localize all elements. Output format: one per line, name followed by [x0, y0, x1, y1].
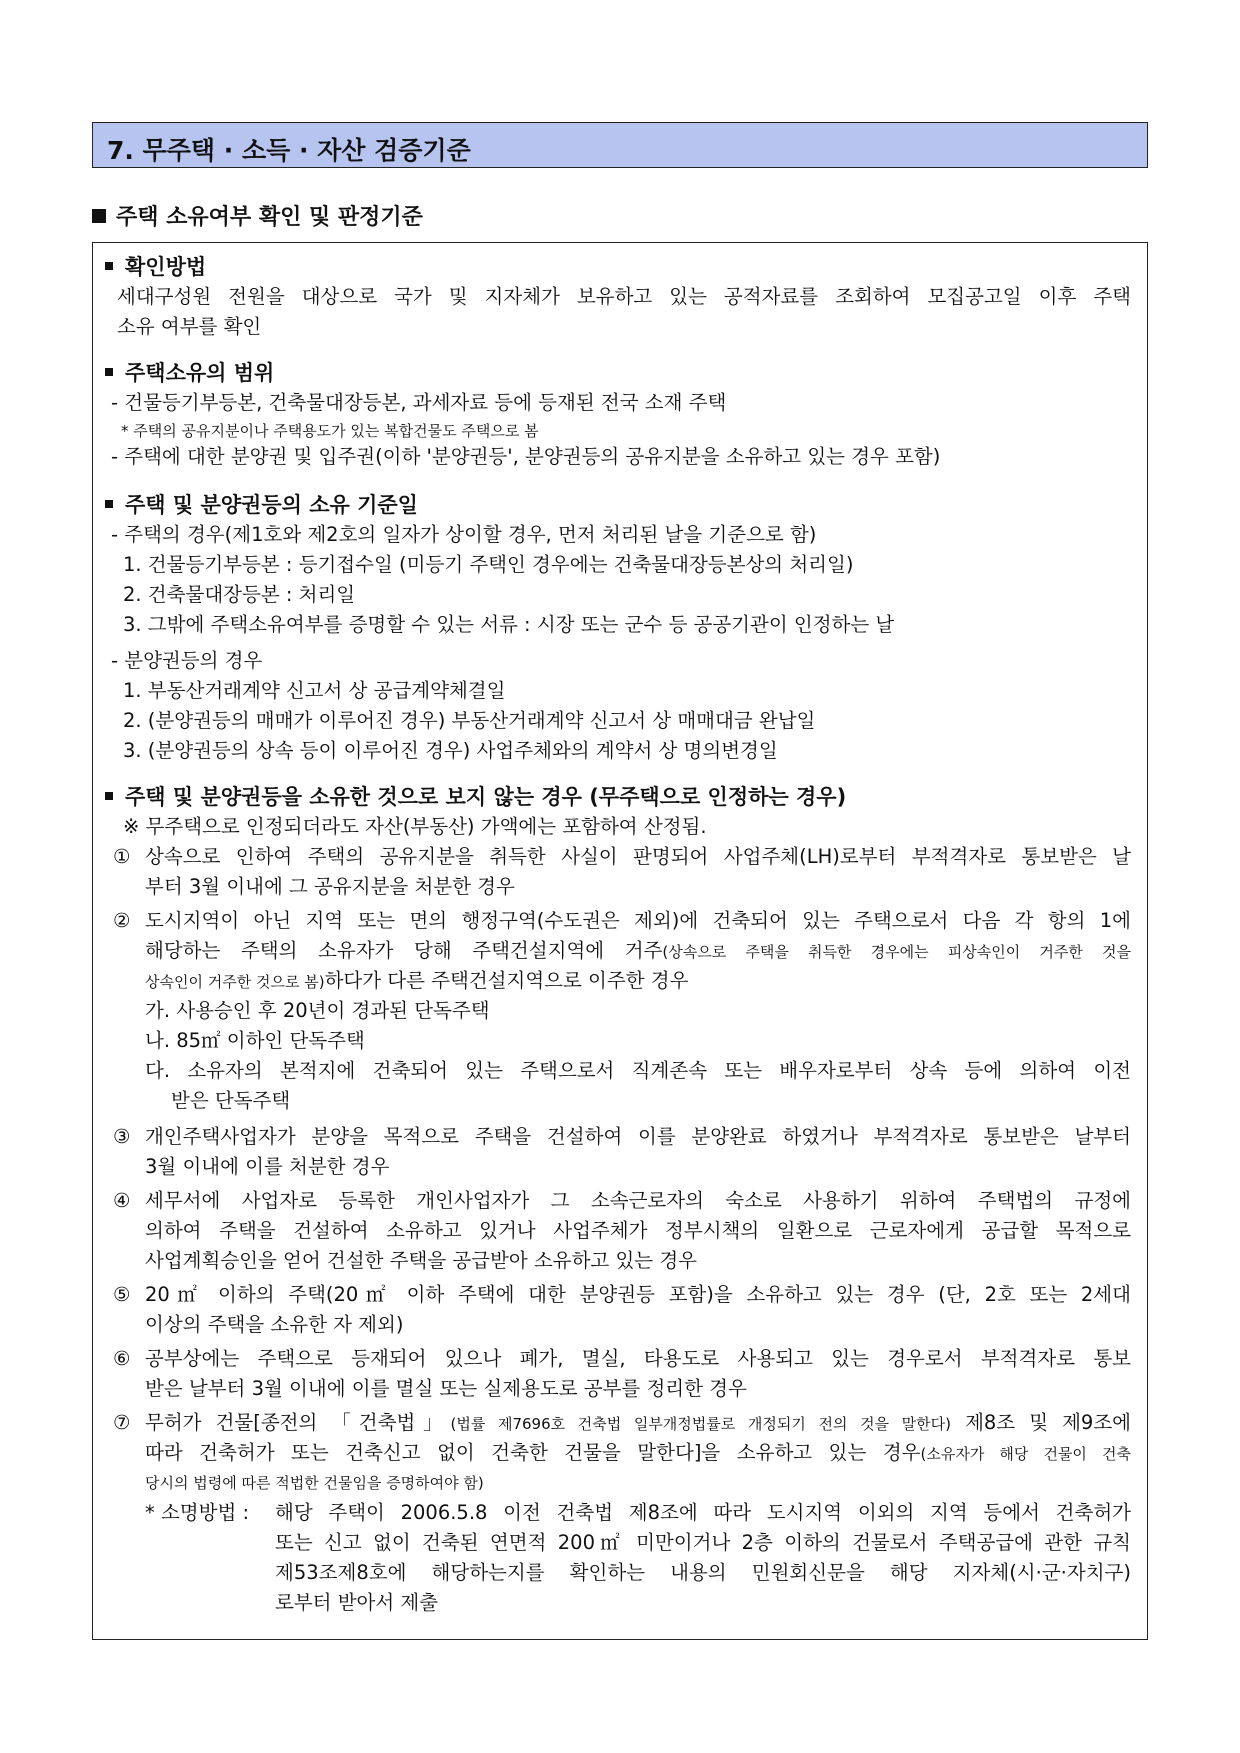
item7-proof-4: 로부터 받아서 제출: [275, 1591, 439, 1614]
s3-h1: [123, 551, 853, 579]
item4-line3: 사업계획승인을 얻어 건설한 주택을 공급받아 소유하고 있는 경우: [145, 1249, 697, 1272]
s1-title: 확인방법: [125, 255, 207, 279]
item2-ga: 가. 사용승인 후 20년이 경과된 단독주택: [145, 999, 490, 1022]
s3-h1-note: (미등기 주택인 경우에는 건축물대장등본상의 처리일): [399, 553, 854, 576]
item4-num: ④: [113, 1189, 131, 1212]
s3-h3: 3. 그밖에 주택소유여부를 증명할 수 있는 서류 : 시장 또는 군수 등 공공기관이 인정하는 날: [123, 613, 895, 636]
subheading: [92, 200, 423, 231]
item4-line1: 세무서에 사업자로 등록한 개인사업자가 그 소속근로자의 숙소로 사용하기 위하여 주택법의 규정에: [145, 1189, 1131, 1212]
item7-proof-1: 해당 주택이 2006.5.8 이전 건축법 제8조에 따라 도시지역 이외의 지역 등에서 건축허가: [275, 1501, 1131, 1524]
item7-line1-main: 무허가 건물[종전의 「건축법」: [145, 1411, 451, 1434]
s4-title: 주택 및 분양권등을 소유한 것으로 보지 않는 경우 (무주택으로 인정하는 경우): [125, 785, 847, 809]
item7-line2-note: (소유자가 해당 건물이 건축: [920, 1445, 1131, 1463]
s2-item2-main: - 주택에 대한 분양권 및 입주권: [111, 445, 376, 468]
s2-item2-paren: (이하 '분양권등', 분양권등의 공유지분을 소유하고 있는 경우 포함): [375, 445, 941, 468]
item1-num: ①: [113, 845, 131, 868]
item2-na: 나. 85㎡ 이하인 단독주택: [145, 1029, 365, 1052]
item1-line2: 부터 3월 이내에 그 공유지분을 처분한 경우: [145, 875, 515, 898]
bullet-icon: [105, 262, 113, 270]
subheading-text: 주택 소유여부 확인 및 판정기준: [116, 205, 423, 230]
s3-house-note: (제1호와 제2호의 일자가 상이할 경우, 먼저 처리된 날을 기준으로 함): [224, 523, 817, 546]
item2-line3-note: 상속인이 거주한 것으로 봄): [145, 973, 325, 991]
s3-r1: 1. 부동산거래계약 신고서 상 공급계약체결일: [123, 679, 506, 702]
item5-line1: 20㎡ 이하의 주택(20㎡ 이하 주택에 대한 분양권등 포함)을 소유하고 있는 경우 (단, 2호 또는 2세대: [145, 1283, 1131, 1306]
s2-title: 주택소유의 범위: [125, 361, 275, 385]
item7-proof-3: 제53조제8호에 해당하는지를 확인하는 내용의 민원회신문을 해당 지자체(시·군·자치구): [275, 1561, 1131, 1584]
item6-line1: 공부상에는 주택으로 등재되어 있으나 폐가, 멸실, 타용도로 사용되고 있는 경우로서 부적격자로 통보: [145, 1347, 1131, 1370]
s4-note: ※ 무주택으로 인정되더라도 자산(부동산) 가액에는 포함하여 산정됨.: [123, 815, 707, 838]
item7-num: ⑦: [113, 1411, 131, 1434]
s2-note1: * 주택의 공유지분이나 주택용도가 있는 복합건물도 주택으로 봄: [121, 422, 539, 440]
s3-house: [111, 521, 816, 549]
bullet-icon: [105, 500, 113, 508]
square-bullet-icon: [92, 209, 106, 223]
section-header: [92, 122, 1148, 168]
item7-line1-end: 제8조 및 제9조에: [965, 1411, 1132, 1434]
item7-line2: [145, 1439, 1131, 1468]
s3-right: - 분양권등의 경우: [111, 649, 263, 672]
item2-line2-note: (상속으로 주택을 취득한 경우에는 피상속인이 거주한 것을: [662, 943, 1131, 961]
item7-line1: [145, 1409, 1131, 1438]
item7-line3: 당시의 법령에 따른 적법한 건물임을 증명하여야 함): [145, 1474, 484, 1492]
item7-proof-2: 또는 신고 없이 건축된 연면적 200㎡ 미만이거나 2층 이하의 건물로서 주택공급에 관한 규칙: [275, 1531, 1131, 1554]
s2-heading: [105, 359, 274, 387]
item3-line1: 개인주택사업자가 분양을 목적으로 주택을 건설하여 이를 분양완료 하였거나 부적격자로 통보받은 날부터: [145, 1125, 1131, 1148]
s3-r3: 3. (분양권등의 상속 등이 이루어진 경우) 사업주체와의 계약서 상 명의변경일: [123, 739, 778, 762]
s1-line2: 소유 여부를 확인: [117, 315, 262, 338]
s3-heading: [105, 491, 418, 519]
item4-line2: 의하여 주택을 건설하여 소유하고 있거나 사업주체가 정부시책의 일환으로 근로자에게 공급할 목적으로: [145, 1219, 1131, 1242]
section-title: 7. 무주택 · 소득 · 자산 검증기준: [107, 136, 471, 165]
item2-line3-main: 하다가 다른 주택건설지역으로 이주한 경우: [324, 969, 689, 992]
s3-h1-main: 1. 건물등기부등본 : 등기접수일: [123, 553, 393, 576]
item2-line1: 도시지역이 아닌 지역 또는 면의 행정구역(수도권은 제외)에 건축되어 있는 주택으로서 다음 각 항의 1에: [145, 909, 1131, 932]
item3-num: ③: [113, 1125, 131, 1148]
item7-line1-note: (법률 제7696호 건축법 일부개정법률로 개정되기 전의 것을 말한다): [450, 1415, 951, 1433]
item2-num: ②: [113, 909, 131, 932]
item1-line1: 상속으로 인하여 주택의 공유지분을 취득한 사실이 판명되어 사업주체(LH)로부터 부적격자로 통보받은 날: [145, 845, 1131, 868]
item5-num: ⑤: [113, 1283, 131, 1306]
item2-da1: 다. 소유자의 본적지에 건축되어 있는 주택으로서 직계존속 또는 배우자로부터 상속 등에 의하여 이전: [145, 1059, 1131, 1082]
item2-line2: [145, 937, 1131, 966]
bullet-icon: [105, 792, 113, 800]
item3-line2: 3월 이내에 이를 처분한 경우: [145, 1155, 390, 1178]
item6-line2: 받은 날부터 3월 이내에 이를 멸실 또는 실제용도로 공부를 정리한 경우: [145, 1377, 747, 1400]
item7-line2-main: 따라 건축허가 또는 건축신고 없이 건축한 건물을 말한다]을 소유하고 있는 경우: [145, 1441, 921, 1464]
item2-line2-main: 해당하는 주택의 소유자가 당해 주택건설지역에 거주: [145, 939, 663, 962]
bullet-icon: [105, 368, 113, 376]
s4-heading: [105, 783, 846, 811]
item7-proof-label: * 소명방법 :: [145, 1501, 250, 1524]
s1-line1: 세대구성원 전원을 대상으로 국가 및 지자체가 보유하고 있는 공적자료를 조회하여 모집공고일 이후 주택: [117, 285, 1131, 308]
s2-item2: [111, 443, 940, 471]
criteria-box: [92, 242, 1148, 1640]
s1-heading: [105, 253, 206, 281]
s3-h2: 2. 건축물대장등본 : 처리일: [123, 583, 356, 606]
item5-line2: 이상의 주택을 소유한 자 제외): [145, 1313, 404, 1336]
item2-line3: [145, 967, 688, 996]
item6-num: ⑥: [113, 1347, 131, 1370]
item2-da2: 받은 단독주택: [171, 1089, 291, 1112]
s3-title: 주택 및 분양권등의 소유 기준일: [125, 493, 418, 517]
s3-house-label: - 주택의 경우: [111, 523, 225, 546]
s3-r2: 2. (분양권등의 매매가 이루어진 경우) 부동산거래계약 신고서 상 매매대금 완납일: [123, 709, 816, 732]
s2-item1: - 건물등기부등본, 건축물대장등본, 과세자료 등에 등재된 전국 소재 주택: [111, 391, 727, 414]
